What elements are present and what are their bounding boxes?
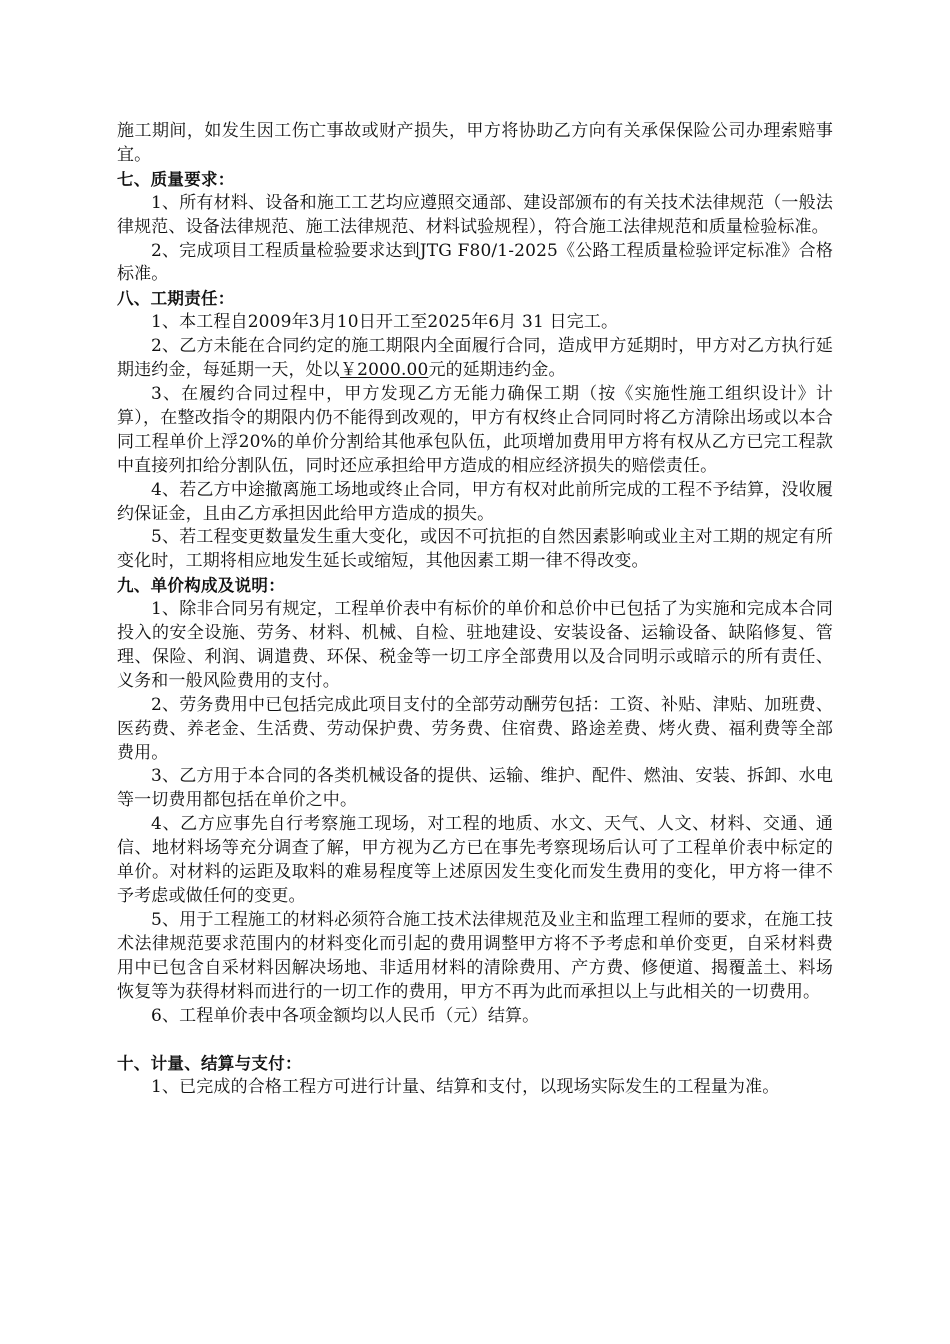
section-9-item-6: 6、工程单价表中各项金额均以人民币（元）结算。 — [151, 1005, 540, 1026]
section-10-heading: 十、计量、结算与支付： — [117, 1054, 302, 1074]
section-8-item-2 — [117, 335, 833, 383]
section-9-item-2: 2、劳务费用中已包括完成此项目支付的全部劳动酬劳包括：工资、补贴、津贴、加班费、医药费、养老金、生活费、劳动保护费、劳务费、住宿费、路途差费、烤火费、福利费等全部费用。 — [117, 694, 833, 763]
section-7-item-2: 2、完成项目工程质量检验要求达到JTG F80/1-2025《公路工程质量检验评定标准》合格标准。 — [117, 240, 833, 285]
section-8-item-1: 1、本工程自2009年3月10日开工至2025年6月 31 日完工。 — [151, 312, 619, 333]
section-7-item-1: 1、所有材料、设备和施工工艺均应遵照交通部、建设部颁布的有关技术法律规范（一般法律规范、设备法律规范、施工法律规范、材料试验规程），符合施工法律规范和质量检验标准。 — [117, 192, 833, 237]
blank-line — [117, 1028, 833, 1052]
section-6-tail-paragraph: 施工期间，如发生因工伤亡事故或财产损失，甲方将协助乙方向有关承保保险公司办理索赔事宜。 — [117, 121, 833, 165]
section-9-item-5: 5、用于工程施工的材料必须符合施工技术法律规范及业主和监理工程师的要求，在施工技术法律规范要求范围内的材料变化而引起的费用调整甲方将不予考虑和单价变更，自采材料费用中已包含自采材料因解决场地、非适用材料的清除费用、产方费、修便道、揭覆盖土、料场恢复等为获得材料而进行的一切工作的费用，甲方不再为此而承担以上与此相关的一切费用。 — [117, 909, 833, 1002]
section-8-item-3: 3、在履约合同过程中，甲方发现乙方无能力确保工期（按《实施性施工组织设计》计算），在整改指令的期限内仍不能得到改观的，甲方有权终止合同同时将乙方清除出场或以本合同工程单价上浮20%的单价分割给其他承包队伍，此项增加费用甲方将有权从乙方已完工程款中直接列扣给分割队伍，同时还应承担给甲方造成的相应经济损失的赔偿责任。 — [117, 383, 833, 476]
section-9-item-4: 4、乙方应事先自行考察施工现场，对工程的地质、水文、天气、人文、材料、交通、通信、地材料场等充分调查了解，甲方视为乙方已在事先考察现场后认可了工程单价表中标定的单价。对材料的运距及取料的难易程度等上述原因发生变化而发生费用的变化，甲方将一律不予考虑或做任何的变更。 — [117, 814, 833, 906]
section-8-item-5: 5、若工程变更数量发生重大变化，或因不可抗拒的自然因素影响或业主对工期的规定有所变化时，工期将相应地发生延长或缩短，其他因素工期一律不得改变。 — [117, 527, 833, 572]
section-9-item-3: 3、乙方用于本合同的各类机械设备的提供、运输、维护、配件、燃油、安装、拆卸、水电等一切费用都包括在单价之中。 — [117, 766, 833, 811]
section-8-heading: 八、工期责任： — [117, 289, 235, 309]
section-7-heading: 七、质量要求： — [117, 169, 235, 189]
section-8-item-2-text-before: 2、乙方未能在合同约定的施工期限内全面履行合同，造成甲方延期时，甲方对乙方执行延期违约金，每延期一天，处以 — [117, 336, 833, 381]
section-8-item-2-text-after: 元的延期违约金。 — [428, 360, 566, 381]
section-10-item-1: 1、已完成的合格工程方可进行计量、结算和支付，以现场实际发生的工程量为准。 — [151, 1077, 780, 1098]
section-9-heading: 九、单价构成及说明： — [117, 576, 285, 596]
section-8-item-4: 4、若乙方中途撤离施工场地或终止合同，甲方有权对此前所完成的工程不予结算，没收履约保证金，且由乙方承担因此给甲方造成的损失。 — [117, 479, 833, 524]
document-page — [117, 120, 833, 1100]
penalty-amount: ￥2000.00 — [339, 360, 429, 381]
section-9-item-1: 1、除非合同另有规定，工程单价表中有标价的单价和总价中已包括了为实施和完成本合同投入的安全设施、劳务、材料、机械、自检、驻地建设、安装设备、运输设备、缺陷修复、管理、保险、利润、调遣费、环保、税金等一切工序全部费用以及合同明示或暗示的所有责任、义务和一般风险费用的支付。 — [117, 599, 833, 691]
